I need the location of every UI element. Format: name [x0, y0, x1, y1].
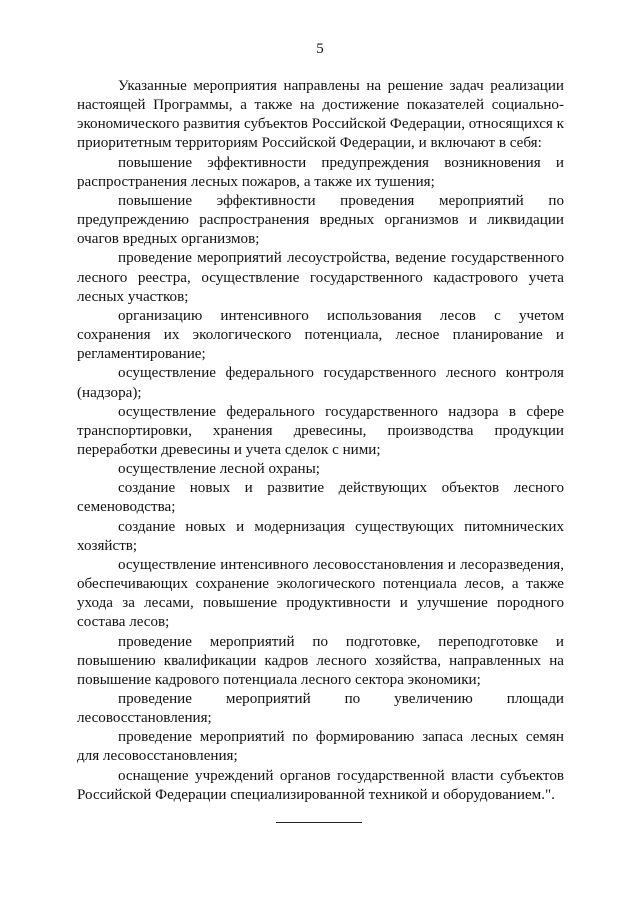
paragraph-item: осуществление лесной охраны;: [118, 461, 320, 478]
paragraph-item: проведение мероприятий по увеличению площади лесовосстановления;: [77, 691, 564, 727]
paragraph-item: проведение мероприятий по формированию запаса лесных семян для лесовосстановления;: [77, 729, 564, 765]
paragraph-item-final: оснащение учреждений органов государственной власти субъектов Российской Федерации специализированной техникой и оборудованием.".: [77, 767, 564, 803]
paragraph-item: создание новых и развитие действующих объектов лесного семеноводства;: [77, 480, 564, 516]
paragraph-item: проведение мероприятий по подготовке, переподготовке и повышению квалификации кадров лесного хозяйства, направленных на повышение кадрового потенциала лесного сектора экономики;: [77, 633, 564, 688]
end-of-text-divider: [276, 822, 362, 823]
paragraph-item: осуществление федерального государственного надзора в сфере транспортировки, хранения древесины, производства продукции переработки древесины и учета сделок с ними;: [77, 403, 564, 458]
paragraph-item: проведение мероприятий лесоустройства, ведение государственного лесного реестра, осуществление государственного кадастрового учета лесных участков;: [77, 250, 564, 305]
paragraph-item: осуществление федерального государственного лесного контроля (надзора);: [77, 365, 564, 401]
paragraph-item: организацию интенсивного использования лесов с учетом сохранения их экологического потенциала, лесное планирование и регламентирование;: [77, 307, 564, 363]
paragraph-intro: Указанные мероприятия направлены на решение задач реализации настоящей Программы, а также на достижение показателей социально-экономического развития субъектов Российской Федерации, относящихся к приоритетным территориям Российской Федерации, и включают в себя:: [77, 78, 564, 152]
page-number: 5: [316, 41, 324, 57]
paragraph-item: создание новых и модернизация существующих питомнических хозяйств;: [77, 518, 564, 554]
paragraph-item: осуществление интенсивного лесовосстановления и лесоразведения, обеспечивающих сохранение экологического потенциала лесов, а также ухода за лесами, повышение продуктивности и улучшение породного состава лесов;: [77, 556, 564, 631]
paragraph-item: повышение эффективности предупреждения возникновения и распространения лесных пожаров, а также их тушения;: [77, 154, 564, 190]
paragraph-item: повышение эффективности проведения мероприятий по предупреждению распространения вредных организмов и ликвидации очагов вредных организмов;: [77, 192, 564, 248]
document-body: [77, 77, 564, 805]
